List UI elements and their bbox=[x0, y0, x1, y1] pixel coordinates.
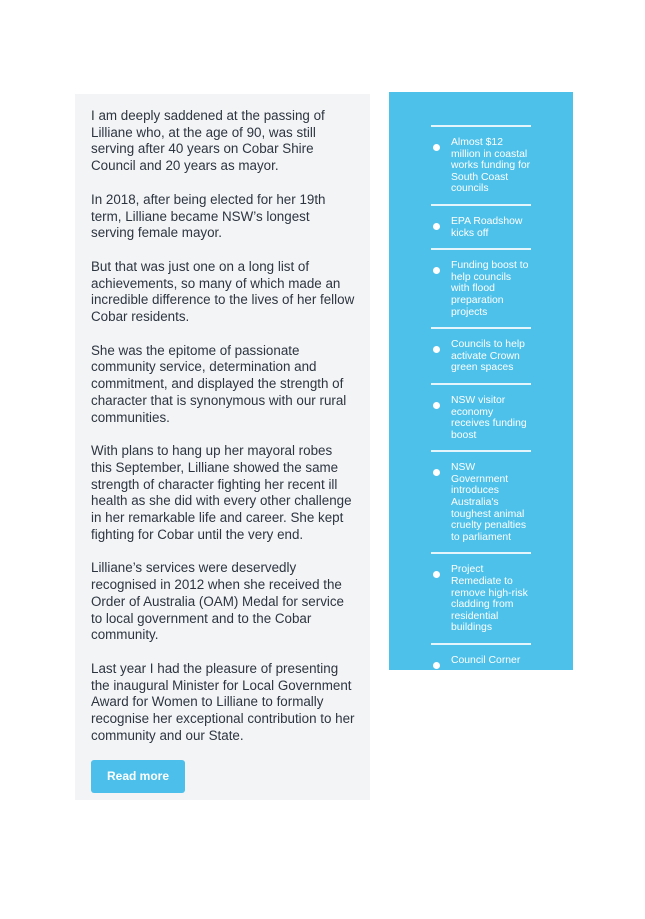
news-item-epa-roadshow[interactable] bbox=[431, 204, 531, 248]
bullet-icon bbox=[433, 571, 440, 578]
article-paragraph-6: Lilliane’s services were deservedly recognised in 2012 when she received the Order of Australia (OAM) Medal for service to local government and to the Cobar community. bbox=[91, 560, 345, 643]
news-item-label: NSW visitor economy receives funding boost bbox=[451, 394, 527, 441]
related-news-sidebar bbox=[389, 92, 573, 670]
news-item-label: Council Corner bbox=[451, 655, 521, 666]
news-item-coastal-works[interactable] bbox=[431, 125, 531, 204]
read-more-button[interactable]: Read more bbox=[91, 760, 185, 793]
article-paragraph-7: Last year I had the pleasure of presenting the inaugural Minister for Local Government Award for Women to Lilliane to formally recognise her exceptional contribution to her community and our State. bbox=[91, 660, 355, 743]
news-item-label: Councils to help activate Crown green spaces bbox=[451, 339, 525, 374]
article-paragraph-2: In 2018, after being elected for her 19th term, Lilliane became NSW’s longest serving female mayor. bbox=[91, 191, 326, 241]
article-paragraph-3: But that was just one on a long list of achievements, so many of which made an incredible difference to the lives of her fellow Cobar residents. bbox=[91, 258, 355, 325]
bullet-icon bbox=[433, 267, 440, 274]
news-item-label: Project Remediate to remove high-risk cladding from residential buildings bbox=[451, 564, 528, 634]
article-card bbox=[75, 94, 370, 800]
bullet-icon bbox=[433, 469, 440, 476]
news-item-visitor-economy[interactable] bbox=[431, 383, 531, 450]
related-news-list bbox=[389, 125, 573, 676]
news-item-label: Almost $12 million in coastal works funding for South Coast councils bbox=[451, 137, 531, 195]
news-item-project-remediate[interactable] bbox=[431, 552, 531, 643]
news-item-flood-preparation[interactable] bbox=[431, 248, 531, 327]
news-item-crown-green-spaces[interactable] bbox=[431, 327, 531, 383]
article-paragraph-1: I am deeply saddened at the passing of Lilliane who, at the age of 90, was still serving after 40 years on Cobar Shire Council and 20 years as mayor. bbox=[91, 108, 325, 174]
news-item-council-corner[interactable] bbox=[431, 643, 531, 676]
news-item-animal-cruelty[interactable] bbox=[431, 450, 531, 552]
bullet-icon bbox=[433, 223, 440, 230]
bullet-icon bbox=[433, 402, 440, 409]
news-item-label: Funding boost to help councils with flood preparation projects bbox=[451, 260, 529, 318]
article-paragraph-4: She was the epitome of passionate community service, determination and commitment, and displayed the strength of character that is synonymous with our rural communities. bbox=[91, 342, 347, 425]
bullet-icon bbox=[433, 662, 440, 669]
bullet-icon bbox=[433, 346, 440, 353]
news-item-label: NSW Government introduces Australia's toughest animal cruelty penalties to parliament bbox=[451, 462, 527, 543]
news-item-label: EPA Roadshow kicks off bbox=[451, 215, 523, 239]
bullet-icon bbox=[433, 144, 440, 151]
article-paragraph-5: With plans to hang up her mayoral robes this September, Lilliane showed the same strength of character fighting her recent ill health as she did with every other challenge in her remarkable life and career. She kept fighting for Cobar until the very end. bbox=[91, 443, 352, 542]
